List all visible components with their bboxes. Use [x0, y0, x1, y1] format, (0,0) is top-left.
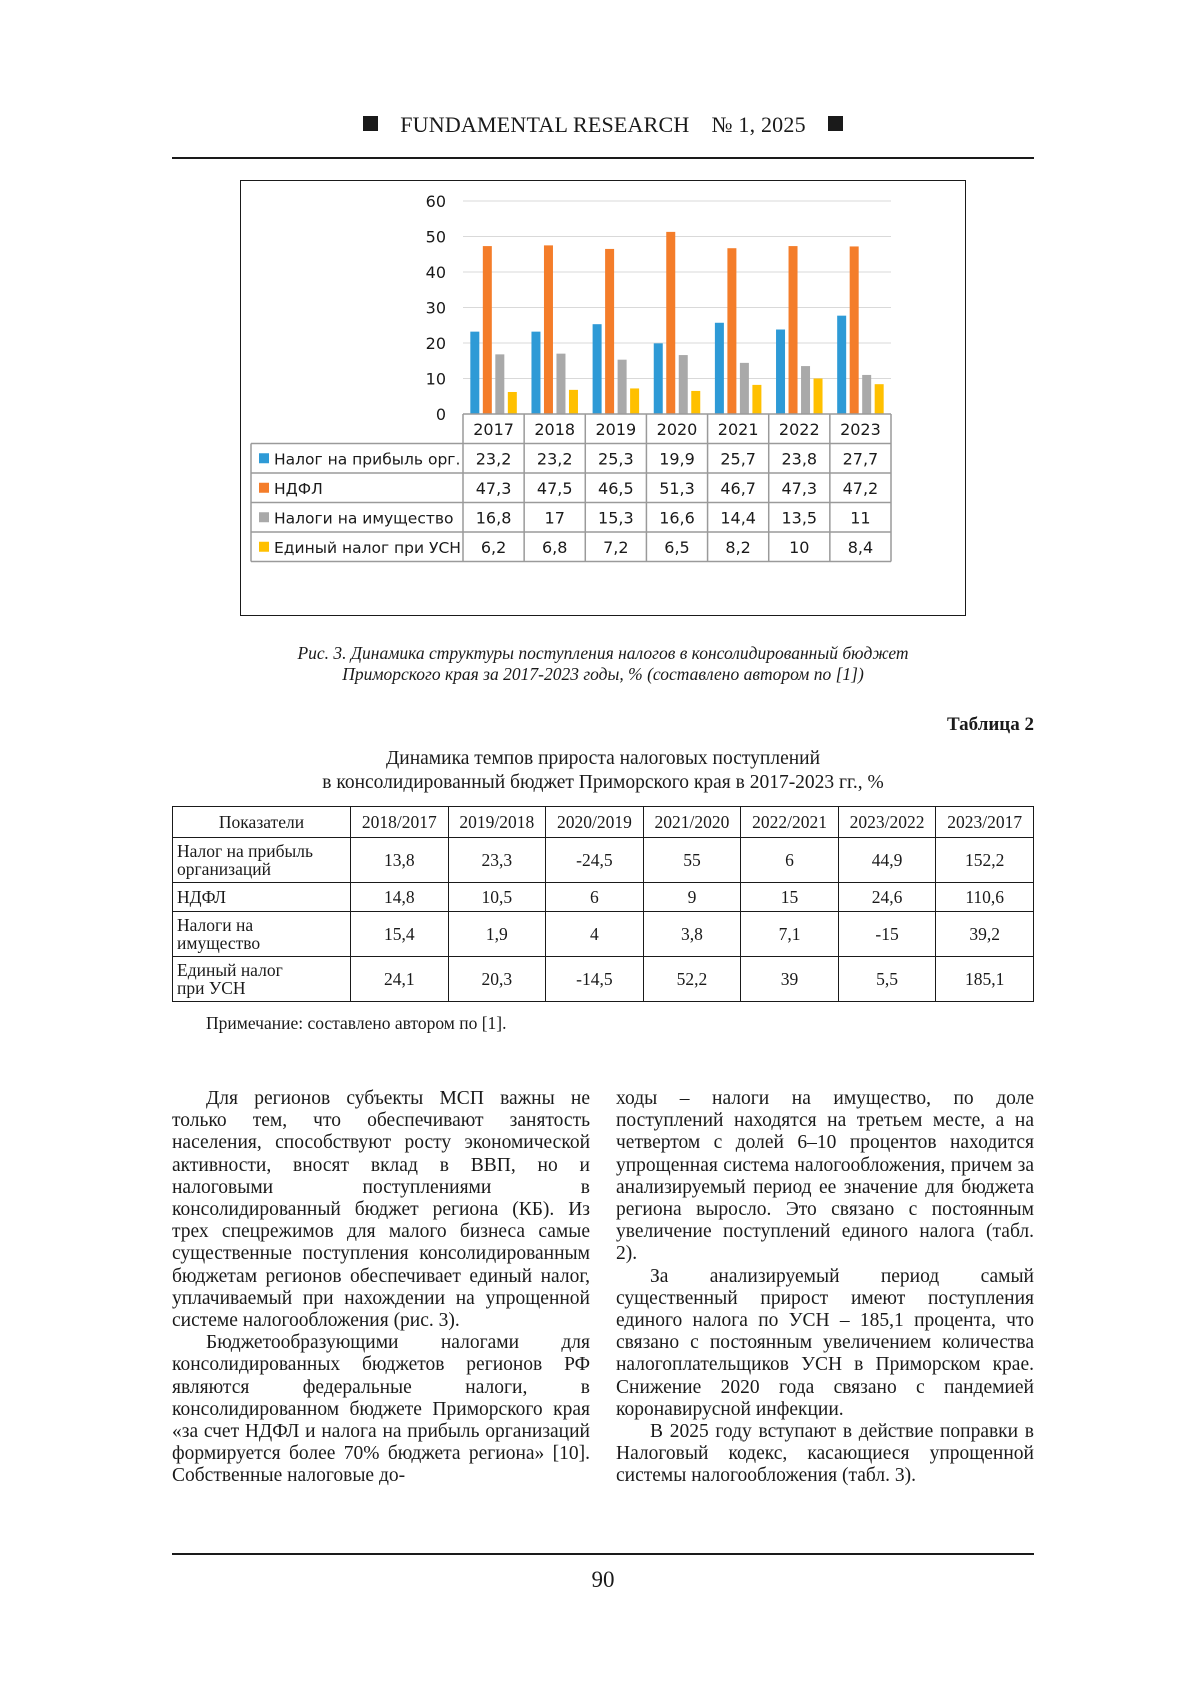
data-label: 23,2 — [475, 449, 512, 469]
y-tick-label: 10 — [425, 369, 446, 389]
category-label: 2020 — [656, 419, 698, 439]
table-row — [173, 957, 1034, 1002]
data-label: 23,8 — [781, 449, 818, 469]
y-tick-label: 50 — [425, 227, 446, 247]
data-label: 7,2 — [603, 537, 629, 557]
bar — [801, 366, 810, 414]
row-label-line: Налог на прибыль — [177, 841, 313, 861]
data-label: 16,6 — [659, 508, 695, 528]
table-cell: 185,1 — [936, 957, 1034, 1002]
header-rule — [172, 157, 1034, 159]
body-column-right — [616, 1088, 1034, 1488]
bar — [544, 245, 553, 414]
bar — [495, 354, 504, 414]
data-label: 8,4 — [847, 537, 874, 557]
table-header-row — [173, 807, 1034, 838]
row-label-line: Налоги на — [177, 915, 254, 935]
table-cell: 1,9 — [448, 912, 546, 957]
table-cell: 52,2 — [643, 957, 741, 1002]
table-cell: 55 — [643, 838, 741, 883]
table-cell: 5,5 — [838, 957, 936, 1002]
table-cell: 6 — [546, 883, 644, 912]
y-tick-label: 0 — [435, 405, 446, 424]
bar — [569, 390, 578, 414]
table-cell: 24,1 — [351, 957, 449, 1002]
y-tick-label: 40 — [425, 263, 446, 282]
bar — [531, 332, 540, 414]
legend-swatch — [259, 483, 269, 493]
table-cell: 15,4 — [351, 912, 449, 957]
table-label: Таблица 2 — [946, 714, 1034, 735]
table-cell: 110,6 — [936, 883, 1034, 912]
header-cell: 2023/2017 — [936, 807, 1034, 838]
paragraph: Для регионов субъекты МСП важны не только тем, что обеспечивают занятость населения, способствуют росту экономической активности, вносят вклад в ВВП, но и налоговыми поступлениями в консолидированный бюджет региона (КБ). Из трех спецрежимов для малого бизнеса самые существенные поступления консолидированным бюджетам регионов обеспечивает единый налог, уплачиваемый при нахождении на упрощенной системе налогообложения (рис. 3). — [172, 1088, 590, 1332]
category-label: 2019 — [595, 419, 637, 439]
figure-caption — [172, 643, 1034, 685]
data-label: 51,3 — [659, 478, 695, 498]
data-label: 46,5 — [598, 478, 634, 498]
header-square-left — [363, 116, 378, 131]
paragraph: В 2025 году вступают в действие поправки в Налоговый кодекс, касающиеся упрощенной системы налогообложения (табл. 3). — [616, 1421, 1034, 1487]
header-cell: Показатели — [173, 807, 351, 838]
bar — [666, 232, 675, 414]
caption-line-2: Приморского края за 2017-2023 годы, % (составлено автором по [1]) — [342, 664, 864, 684]
table-cell: -15 — [838, 912, 936, 957]
header-cell: 2020/2019 — [546, 807, 644, 838]
table-cell: 9 — [643, 883, 741, 912]
legend-swatch — [259, 542, 269, 552]
data-label: 11 — [850, 508, 871, 528]
data-label: 47,3 — [781, 478, 818, 498]
row-label — [173, 912, 351, 957]
data-label: 16,8 — [475, 508, 512, 528]
footer-rule — [172, 1553, 1034, 1555]
bar — [850, 246, 859, 414]
table-row — [173, 912, 1034, 957]
data-label: 10 — [789, 537, 810, 557]
data-label: 15,3 — [598, 508, 634, 528]
table-cell: 7,1 — [741, 912, 839, 957]
header-square-right — [828, 116, 843, 131]
table-cell: -24,5 — [546, 838, 644, 883]
row-label-line: при УСН — [177, 978, 246, 998]
bar — [691, 391, 700, 414]
table-cell: 39 — [741, 957, 839, 1002]
table-cell: 10,5 — [448, 883, 546, 912]
data-label: 19,9 — [659, 449, 695, 469]
issue-number: № 1, 2025 — [711, 112, 806, 137]
row-label — [173, 957, 351, 1002]
data-label: 25,3 — [598, 449, 634, 469]
data-label: 47,5 — [536, 478, 573, 498]
legend-label: Налог на прибыль орг. — [274, 450, 461, 469]
bar — [654, 343, 663, 414]
data-label: 47,3 — [475, 478, 512, 498]
table-note: Примечание: составлено автором по [1]. — [206, 1013, 507, 1033]
bar — [556, 354, 565, 414]
bar — [789, 246, 798, 414]
legend-swatch — [259, 512, 269, 522]
header-cell: 2019/2018 — [448, 807, 546, 838]
row-label-line: Единый налог — [177, 960, 283, 980]
bar — [862, 375, 871, 414]
table-cell: -14,5 — [546, 957, 644, 1002]
row-label: НДФЛ — [173, 883, 351, 912]
journal-name: FUNDAMENTAL RESEARCH — [400, 112, 690, 137]
figure-3 — [240, 180, 966, 616]
table-cell: 3,8 — [643, 912, 741, 957]
row-label-line: организаций — [177, 859, 271, 879]
table-cell: 23,3 — [448, 838, 546, 883]
data-label: 6,5 — [664, 537, 690, 557]
paragraph: Бюджетообразующими налогами для консолидированных бюджетов регионов РФ являются федеральные налоги, в консолидированном бюджете Приморского края «за счет НДФЛ и налога на прибыль организаций формируется более 70% бюджета региона» [10]. Собственные налоговые до- — [172, 1332, 590, 1487]
header-cell: 2018/2017 — [351, 807, 449, 838]
category-label: 2017 — [473, 419, 514, 439]
table-cell: 39,2 — [936, 912, 1034, 957]
table-cell: 14,8 — [351, 883, 449, 912]
category-label: 2021 — [717, 419, 759, 439]
legend-label: Единый налог при УСН — [274, 538, 461, 557]
bar — [715, 323, 724, 414]
page-number: 90 — [591, 1567, 615, 1592]
data-label: 14,4 — [720, 508, 756, 528]
bar — [630, 388, 639, 414]
data-label: 6,8 — [541, 537, 568, 557]
row-label — [173, 838, 351, 883]
bar — [483, 246, 492, 414]
header-cell: 2022/2021 — [741, 807, 839, 838]
paragraph: За анализируемый период самый существенный прирост имеют поступления единого налога по УСН – 185,1 процента, что связано с постоянным увеличением количества налогоплательщиков УСН в Приморском крае. Снижение 2020 года связано с пандемией коронавирусной инфекции. — [616, 1265, 1034, 1420]
bar — [740, 363, 749, 414]
table-cell: 4 — [546, 912, 644, 957]
data-label: 27,7 — [842, 449, 879, 469]
data-label: 8,2 — [725, 537, 751, 557]
bar — [727, 248, 736, 414]
table-cell: 15 — [741, 883, 839, 912]
running-header — [172, 112, 1034, 142]
table-title-line-1: Динамика темпов прироста налоговых поступлений — [385, 748, 821, 769]
bar — [837, 316, 846, 414]
bar — [776, 330, 785, 414]
table-cell: 20,3 — [448, 957, 546, 1002]
data-label: 46,7 — [720, 478, 756, 498]
bar — [814, 379, 823, 415]
bar — [618, 360, 627, 414]
data-label: 6,2 — [480, 537, 507, 557]
bar-chart — [241, 181, 965, 615]
bar — [508, 392, 517, 414]
data-label: 23,2 — [536, 449, 573, 469]
data-label: 47,2 — [842, 478, 879, 498]
body-column-left — [172, 1088, 590, 1488]
bar — [875, 384, 884, 414]
data-label: 13,5 — [781, 508, 818, 528]
y-tick-label: 30 — [425, 298, 446, 318]
bar — [752, 385, 761, 414]
category-label: 2022 — [778, 419, 820, 439]
table-cell: 6 — [741, 838, 839, 883]
bar — [470, 332, 479, 414]
y-tick-label: 60 — [425, 192, 446, 211]
legend-label: Налоги на имущество — [274, 509, 454, 528]
table-title — [172, 747, 1034, 795]
legend-label: НДФЛ — [274, 479, 323, 498]
table-cell: 152,2 — [936, 838, 1034, 883]
caption-line-1: Рис. 3. Динамика структуры поступления налогов в консолидированный бюджет — [297, 643, 909, 663]
table-row — [173, 883, 1034, 912]
paragraph: ходы – налоги на имущество, по доле поступлений находятся на третьем месте, а на четвертом с долей 6–10 процентов находится упрощенная система налогообложения, причем за анализируемый период ее значение для бюджета региона выросло. Это связано с постоянным увеличение поступлений единого налога (табл. 2). — [616, 1088, 1034, 1265]
table-cell: 13,8 — [351, 838, 449, 883]
y-tick-label: 20 — [425, 334, 446, 353]
data-label: 25,7 — [720, 449, 756, 469]
header-cell: 2021/2020 — [643, 807, 741, 838]
row-label-line: имущество — [177, 933, 261, 953]
table-row — [173, 838, 1034, 883]
data-label: 17 — [544, 508, 565, 528]
bar — [605, 249, 614, 414]
table-cell: 24,6 — [838, 883, 936, 912]
legend-swatch — [259, 453, 269, 463]
bar — [679, 355, 688, 414]
header-cell: 2023/2022 — [838, 807, 936, 838]
bar — [593, 324, 602, 414]
table-title-line-2: в консолидированный бюджет Приморского края в 2017-2023 гг., % — [322, 772, 884, 793]
category-label: 2018 — [534, 419, 576, 439]
category-label: 2023 — [840, 419, 881, 439]
table-cell: 44,9 — [838, 838, 936, 883]
table-2 — [172, 806, 1034, 1002]
